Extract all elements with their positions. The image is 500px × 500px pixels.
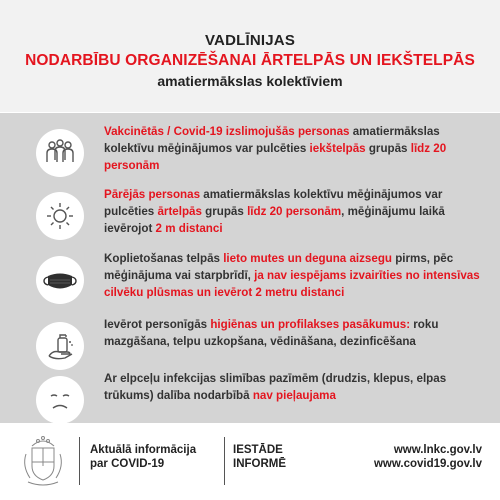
body-text: , mēģinājumu laikā ievērojot <box>104 205 445 235</box>
divider <box>79 437 80 485</box>
guideline-text-5 <box>104 370 484 404</box>
highlight-text: lieto mutes un deguna aizsegu <box>223 252 392 265</box>
guideline-row-5 <box>0 370 500 430</box>
body-text: grupās <box>201 205 248 218</box>
highlight-text: iekštelpās <box>309 142 366 155</box>
highlight-text: Vakcinētās / Covid-19 izslimojušās personas <box>104 125 350 138</box>
guideline-text-1 <box>104 123 484 174</box>
link-lnkc[interactable]: www.lnkc.gov.lv <box>393 444 482 456</box>
sun-icon <box>36 192 84 240</box>
highlight-text: ārtelpās <box>157 205 202 218</box>
highlight-text: ja nav iespējams izvairīties no intensīvas cilvēku plūsmas un ievērot 2 metru distanci <box>104 269 480 299</box>
guideline-text-2 <box>104 186 484 237</box>
highlight-text: līdz 20 personām <box>104 142 447 172</box>
title-line-2: NODARBĪBU ORGANIZĒŠANAI ĀRTELPĀS UN IEKŠTELPĀS <box>25 52 475 69</box>
group-people-icon <box>36 129 84 177</box>
body-text: amatiermākslas kolektīvu mēģinājumos var pulcēties <box>104 125 440 155</box>
title-line-1: VADLĪNIJAS <box>204 32 296 49</box>
coat-of-arms-icon <box>18 432 68 488</box>
link-covid19[interactable]: www.covid19.gov.lv <box>373 458 482 470</box>
title-line-3: amatiermākslas kolektīviem <box>157 73 343 89</box>
sick-face-icon <box>36 376 84 424</box>
header <box>0 0 500 112</box>
body-text: amatiermākslas kolektīvu mēģinājumos var pulcēties <box>104 188 443 218</box>
guideline-row-2 <box>0 186 500 246</box>
body-text: Ar elpceļu infekcijas slimības pazīmēm (drudzis, klepus, elpas trūkums) dalība nodarbībā <box>104 372 447 402</box>
body-text: roku mazgāšana, telpu uzkopšana, vēdināšana, dezinficēšana <box>104 318 439 348</box>
guideline-text-4 <box>104 316 484 350</box>
guideline-row-1 <box>0 123 500 183</box>
body-text: grupās <box>365 142 411 155</box>
body-text: Koplietošanas telpās <box>104 252 224 265</box>
highlight-text: higiēnas un profilakses pasākumus: <box>210 318 411 331</box>
highlight-text: nav pieļaujama <box>252 389 336 402</box>
website-links <box>374 443 482 471</box>
info-label: Aktuālā informācija par COVID-19 <box>90 444 197 470</box>
guideline-text-3 <box>104 250 484 301</box>
guideline-row-4 <box>0 316 500 376</box>
guidelines-panel <box>0 113 500 423</box>
highlight-text: līdz 20 personām <box>247 205 342 218</box>
face-mask-icon <box>36 256 84 304</box>
divider <box>224 437 225 485</box>
highlight-text: 2 m distanci <box>155 222 223 235</box>
guideline-row-3 <box>0 250 500 310</box>
highlight-text: Pārējās personas <box>104 188 201 201</box>
body-text: pirms, pēc mēģinājuma vai starpbrīdī, <box>104 252 454 282</box>
footer <box>0 423 500 500</box>
body-text: Ievērot personīgās <box>104 318 211 331</box>
hand-sanitizer-icon <box>36 322 84 370</box>
institution-label: IESTĀDE INFORMĒ <box>233 444 287 470</box>
